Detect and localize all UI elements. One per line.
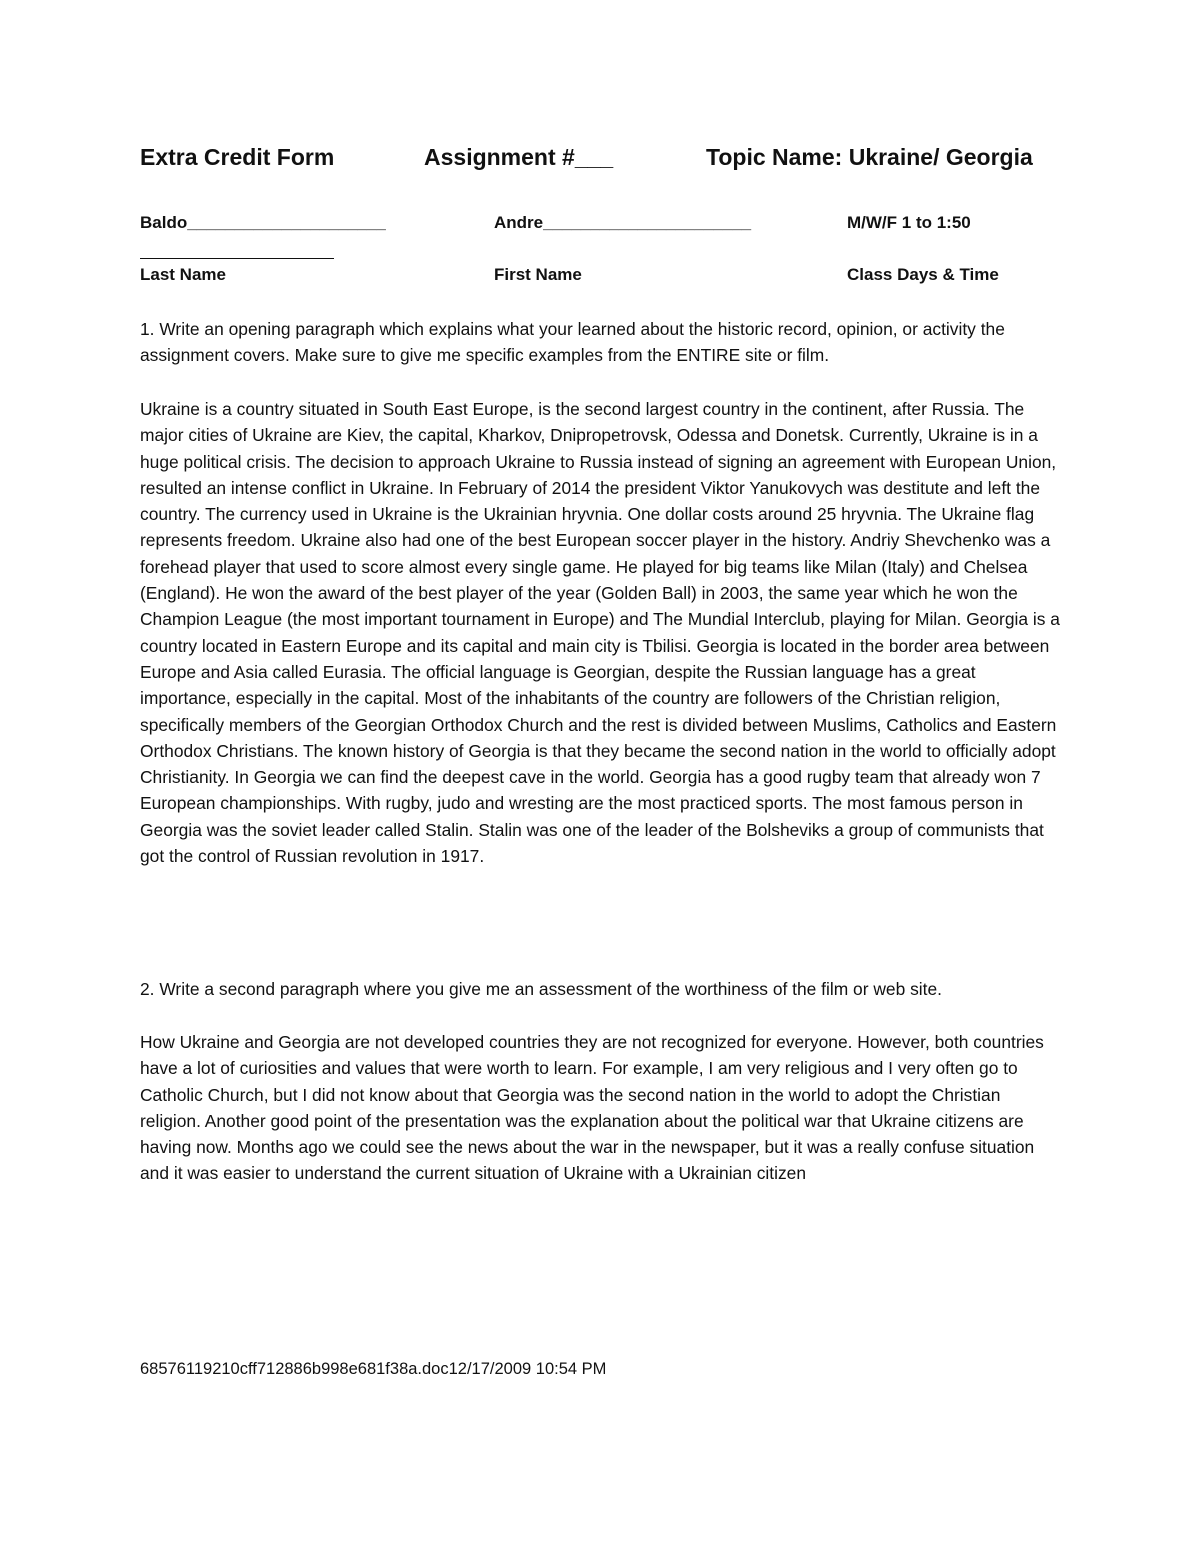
answer-1: Ukraine is a country situated in South East Europe, is the second largest country in the continent, after Russia. The major cities of Ukraine are Kiev, the capital, Kharkov, Dnipropetrovsk, Odessa and Donetsk. Currently, Ukraine is in a huge political crisis. The decision to approach Ukraine to Russia instead of signing an agreement with European Union, resulted an intense conflict in Ukraine. In February of 2014 the president Viktor Yanukovych was destitute and left the country. The currency used in Ukraine is the Ukrainian hryvnia. One dollar costs around 25 hryvnia. The Ukraine flag represents freedom. Ukraine also had one of the best European soccer player in the history. Andriy Shevchenko was a forehead player that used to score almost every single game. He played for big teams like Milan (Italy) and Chelsea (England). He won the award of the best player of the year (Golden Ball) in 2003, the same year which he won the Champion League (the most important tournament in Europe) and The Mundial Interclub, playing for Milan. Georgia is a country located in Eastern Europe and its capital and main city is Tbilisi. Georgia is located in the border area between Europe and Asia called Eurasia. The official language is Georgian, despite the Russian language has a great importance, especially in the capital. Most of the inhabitants of the country are followers of the Christian religion, specifically members of the Georgian Orthodox Church and the rest is divided between Muslims, Catholics and Eastern Orthodox Christians. The known history of Georgia is that they became the second nation in the world to officially adopt Christianity. In Georgia we can find the deepest cave in the world. Georgia has a good rugby team that already won 7 European championships. With rugby, judo and wresting are the most practiced sports. The most famous person in Georgia was the soviet leader called Stalin. Stalin was one of the leader of the Bolsheviks a group of communists that got the control of Russian revolution in 1917. bbox=[140, 399, 1060, 867]
form-title: Extra Credit Form bbox=[140, 144, 335, 170]
last-name-label: Last Name bbox=[140, 265, 226, 284]
question-1: 1. Write an opening paragraph which explains what your learned about the historic record, opinion, or activity the assignment covers. Make sure to give me specific examples from the ENTIRE site or film. bbox=[140, 319, 1005, 366]
first-name-label: First Name bbox=[494, 265, 582, 284]
class-time-value: M/W/F 1 to 1:50 bbox=[847, 213, 971, 232]
first-name-value: Andre______________________ bbox=[494, 213, 752, 232]
topic-name: Topic Name: Ukraine/ Georgia bbox=[706, 144, 1033, 170]
class-time-label: Class Days & Time bbox=[847, 265, 999, 284]
last-name-value: Baldo_____________________ bbox=[140, 213, 386, 232]
student-info-labels bbox=[140, 265, 1060, 291]
answer-2: How Ukraine and Georgia are not developed countries they are not recognized for everyone. However, both countries have a lot of curiosities and values that were worth to learn. For example, I am very religious and I very often go to Catholic Church, but I did not know about that Georgia was the second nation in the world to adopt the Christian religion. Another good point of the presentation was the explanation about the political war that Ukraine citizens are having now. Months ago we could see the news about the war in the newspaper, but it was a really confuse situation and it was easier to understand the current situation of Ukraine with a Ukrainian citizen bbox=[140, 1032, 1044, 1184]
assignment-number: Assignment #___ bbox=[424, 144, 614, 170]
question-2: 2. Write a second paragraph where you give me an assessment of the worthiness of the film or web site. bbox=[140, 979, 942, 999]
document-footer: 68576119210cff712886b998e681f38a.doc12/17/2009 10:54 PM bbox=[140, 1360, 607, 1378]
underline-divider bbox=[140, 258, 334, 259]
header-row bbox=[140, 144, 1060, 180]
student-info-values bbox=[140, 213, 1060, 239]
